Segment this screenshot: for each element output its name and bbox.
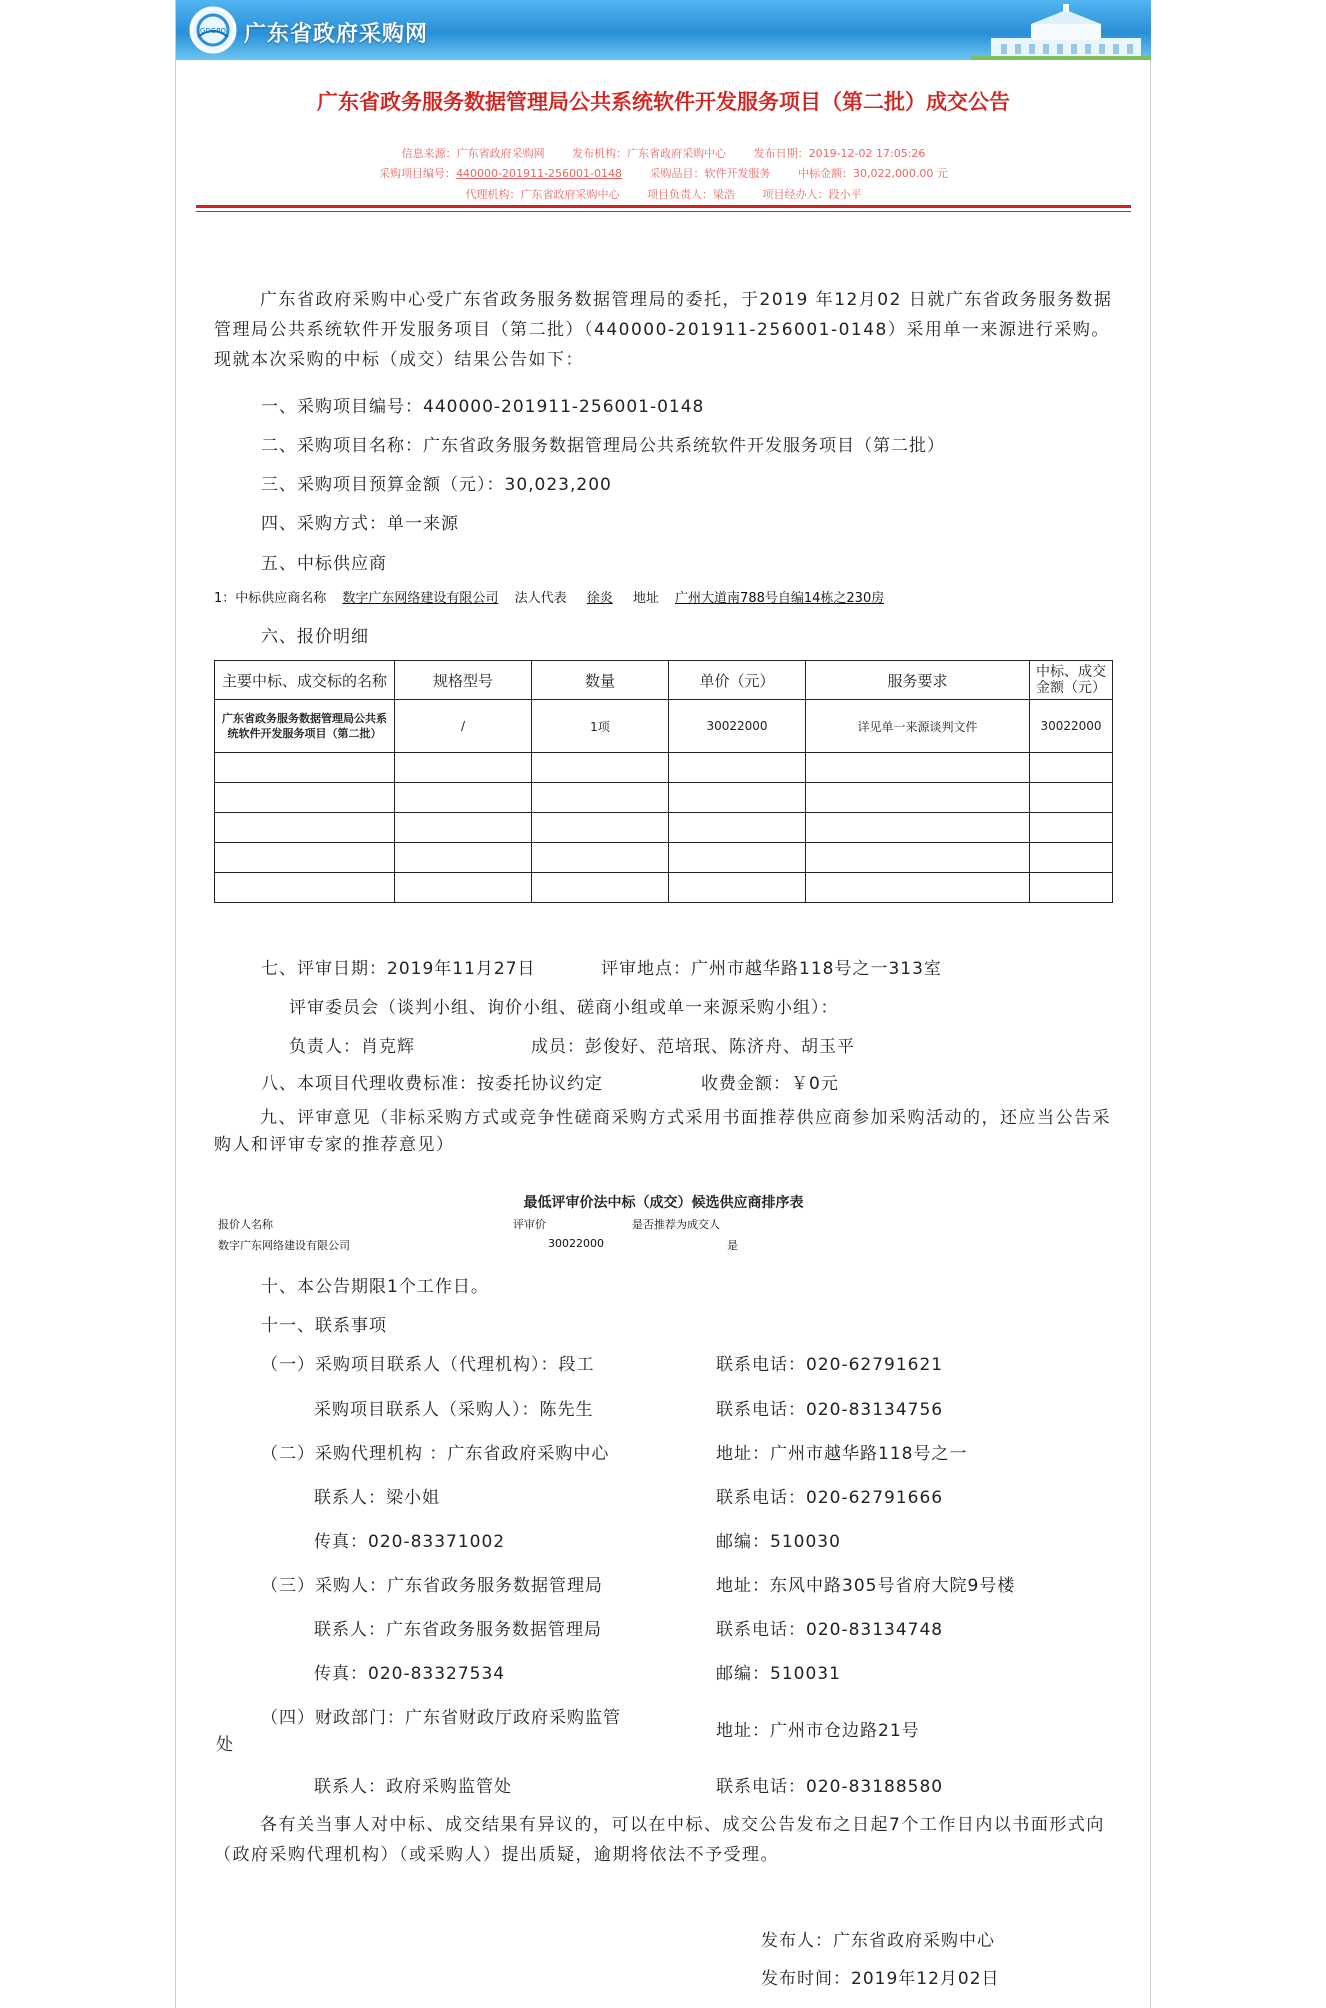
table-cell: 30022000 <box>669 700 806 753</box>
table-cell: / <box>395 700 532 753</box>
contact-right-1: 联系电话：020-62791621 <box>716 1355 944 1375</box>
ranking-cell-name: 数字广东网络建设有限公司 <box>218 1239 350 1252</box>
divider-line-thin <box>196 211 1131 212</box>
contact-left-4: 联系人：梁小姐 <box>314 1488 440 1508</box>
table-header: 中标、成交金额（元） <box>1030 661 1113 700</box>
meta-row-1 <box>176 145 1151 161</box>
meta-project-no-label <box>379 167 622 180</box>
contact-right-2: 联系电话：020-83134756 <box>716 1400 944 1420</box>
contact-left-1: （一）采购项目联系人（代理机构）：段工 <box>261 1355 595 1375</box>
ranking-header-name: 报价人名称 <box>218 1218 273 1231</box>
meta-category: 采购品目：软件开发服务 <box>649 167 771 180</box>
review-date: 七、评审日期：2019年11月27日 <box>261 959 536 979</box>
objection-paragraph: 各有关当事人对中标、成交结果有异议的，可以在中标、成交公告发布之日起7个工作日内以书面形式向（政府采购代理机构）（或采购人）提出质疑，逾期将依法不予受理。 <box>214 1815 1105 1865</box>
meta-project-no-prefix: 采购项目编号： <box>379 167 457 180</box>
review-leader: 负责人：肖克辉 <box>289 1037 415 1057</box>
review-opinion: 九、评审意见（非标采购方式或竞争性磋商采购方式采用书面推荐供应商参加采购活动的，还应当公告采购人和评审专家的推荐意见） <box>214 1108 1111 1155</box>
contact-right-7: 联系电话：020-83134748 <box>716 1620 944 1640</box>
contact-right-4: 联系电话：020-62791666 <box>716 1488 944 1508</box>
meta-amount: 中标金额：30,022,000.00 元 <box>797 167 948 180</box>
table-cell: 30022000 <box>1030 700 1113 753</box>
footer-time: 发布时间：2019年12月02日 <box>761 1969 1000 1989</box>
svg-text:GDGPO: GDGPO <box>200 27 226 35</box>
building-graphic-icon <box>971 0 1151 60</box>
ranking-header-recommend: 是否推荐为成交人 <box>632 1218 720 1231</box>
ranking-title: 最低评审价法中标（成交）候选供应商排序表 <box>523 1195 804 1211</box>
table-row-empty <box>215 843 1113 873</box>
contact-left-9-wrap: 处 <box>216 1735 234 1755</box>
supplier-prefix: 1：中标供应商名称 <box>214 591 327 606</box>
ranking-cell-recommend: 是 <box>727 1239 738 1252</box>
contact-right-3: 地址：广州市越华路118号之一 <box>716 1444 968 1464</box>
table-header: 服务要求 <box>806 661 1030 700</box>
table-header-row <box>215 661 1113 700</box>
contact-left-7: 联系人：广东省政务服务数据管理局 <box>314 1620 602 1640</box>
table-cell: 广东省政务服务数据管理局公共系统软件开发服务项目（第二批） <box>215 700 395 753</box>
supplier-addr-label: 地址 <box>632 591 659 606</box>
supplier-addr: 广州大道南788号自编14栋之230房 <box>675 591 885 606</box>
meta-row-3 <box>176 186 1151 202</box>
table-row-empty <box>215 783 1113 813</box>
section-2: 二、采购项目名称：广东省政务服务数据管理局公共系统软件开发服务项目（第二批） <box>261 436 945 456</box>
table-row-empty <box>215 753 1113 783</box>
intro-paragraph: 广东省政府采购中心受广东省政务服务数据管理局的委托，于2019 年12月02 日就广东省政务服务数据管理局公共系统软件开发服务项目（第二批）（440000-201911-256001-0148）采用单一来源进行采购。现就本次采购的中标（成交）结果公告如下： <box>214 290 1113 370</box>
section-4: 四、采购方式：单一来源 <box>261 514 459 534</box>
meta-date: 发布日期：2019-12-02 17:05:26 <box>753 147 926 160</box>
supplier-name: 数字广东网络建设有限公司 <box>342 591 499 606</box>
review-committee: 评审委员会（谈判小组、询价小组、磋商小组或单一来源采购小组）： <box>289 998 839 1018</box>
contact-left-5: 传真：020-83371002 <box>314 1532 506 1552</box>
section-6: 六、报价明细 <box>261 627 369 647</box>
table-row-empty <box>215 873 1113 903</box>
review-members: 成员：彭俊好、范培珉、陈济舟、胡玉平 <box>531 1037 855 1057</box>
site-name[interactable]: 广东省政府采购网 <box>244 22 429 47</box>
meta-agency: 代理机构：广东省政府采购中心 <box>465 188 620 201</box>
ranking-header-price: 评审价 <box>513 1218 546 1231</box>
meta-publisher: 发布机构：广东省政府采购中心 <box>572 147 727 160</box>
contact-right-5: 邮编：510030 <box>716 1532 841 1552</box>
contact-left-10: 联系人：政府采购监管处 <box>314 1777 512 1797</box>
contact-left-2: 采购项目联系人（采购人）：陈先生 <box>314 1400 594 1420</box>
contact-right-9: 地址：广州市仓边路21号 <box>716 1721 920 1741</box>
page-title: 广东省政务服务数据管理局公共系统软件开发服务项目（第二批）成交公告 <box>317 90 1010 114</box>
site-logo-icon[interactable] <box>188 5 238 55</box>
section-5: 五、中标供应商 <box>261 554 387 574</box>
table-row <box>215 700 1113 753</box>
meta-source: 信息来源：广东省政府采购网 <box>401 147 545 160</box>
meta-manager: 项目经办人：段小平 <box>762 188 862 201</box>
table-cell: 1项 <box>532 700 669 753</box>
ranking-cell-price: 30022000 <box>548 1237 604 1250</box>
contact-left-9: （四）财政部门：广东省财政厅政府采购监管 <box>261 1708 621 1728</box>
site-banner <box>176 0 1151 60</box>
contact-left-8: 传真：020-83327534 <box>314 1664 506 1684</box>
table-header: 数量 <box>532 661 669 700</box>
section-11: 十一、联系事项 <box>261 1316 387 1336</box>
section-3: 三、采购项目预算金额（元）：30,023,200 <box>261 475 612 495</box>
fee-amount: 收费金额：￥0元 <box>701 1074 839 1094</box>
contact-left-3: （二）采购代理机构 ：广东省政府采购中心 <box>261 1444 610 1464</box>
table-header: 规格型号 <box>395 661 532 700</box>
section-10: 十、本公告期限1个工作日。 <box>261 1277 489 1297</box>
fee-standard: 八、本项目代理收费标准：按委托协议约定 <box>261 1074 603 1094</box>
contact-left-6: （三）采购人：广东省政务服务数据管理局 <box>261 1576 603 1596</box>
footer-publisher: 发布人：广东省政府采购中心 <box>761 1931 995 1951</box>
divider-line <box>196 205 1131 208</box>
contact-right-6: 地址：东风中路305号省府大院9号楼 <box>716 1576 1016 1596</box>
meta-row-2 <box>176 165 1151 181</box>
review-location: 评审地点：广州市越华路118号之一313室 <box>601 959 942 979</box>
section-1: 一、采购项目编号：440000-201911-256001-0148 <box>261 397 705 417</box>
meta-leader: 项目负责人：梁浩 <box>647 188 735 201</box>
contact-right-8: 邮编：510031 <box>716 1664 841 1684</box>
meta-project-no-link[interactable]: 440000-201911-256001-0148 <box>456 167 622 180</box>
document-page <box>175 0 1151 2008</box>
table-header: 单价（元） <box>669 661 806 700</box>
table-header: 主要中标、成交标的名称 <box>215 661 395 700</box>
quote-detail-table <box>214 660 1113 903</box>
table-cell: 详见单一来源谈判文件 <box>806 700 1030 753</box>
supplier-line <box>214 587 896 606</box>
contact-right-10: 联系电话：020-83188580 <box>716 1777 944 1797</box>
supplier-rep-label: 法人代表 <box>514 591 567 606</box>
supplier-rep: 徐炎 <box>586 591 613 606</box>
table-row-empty <box>215 813 1113 843</box>
